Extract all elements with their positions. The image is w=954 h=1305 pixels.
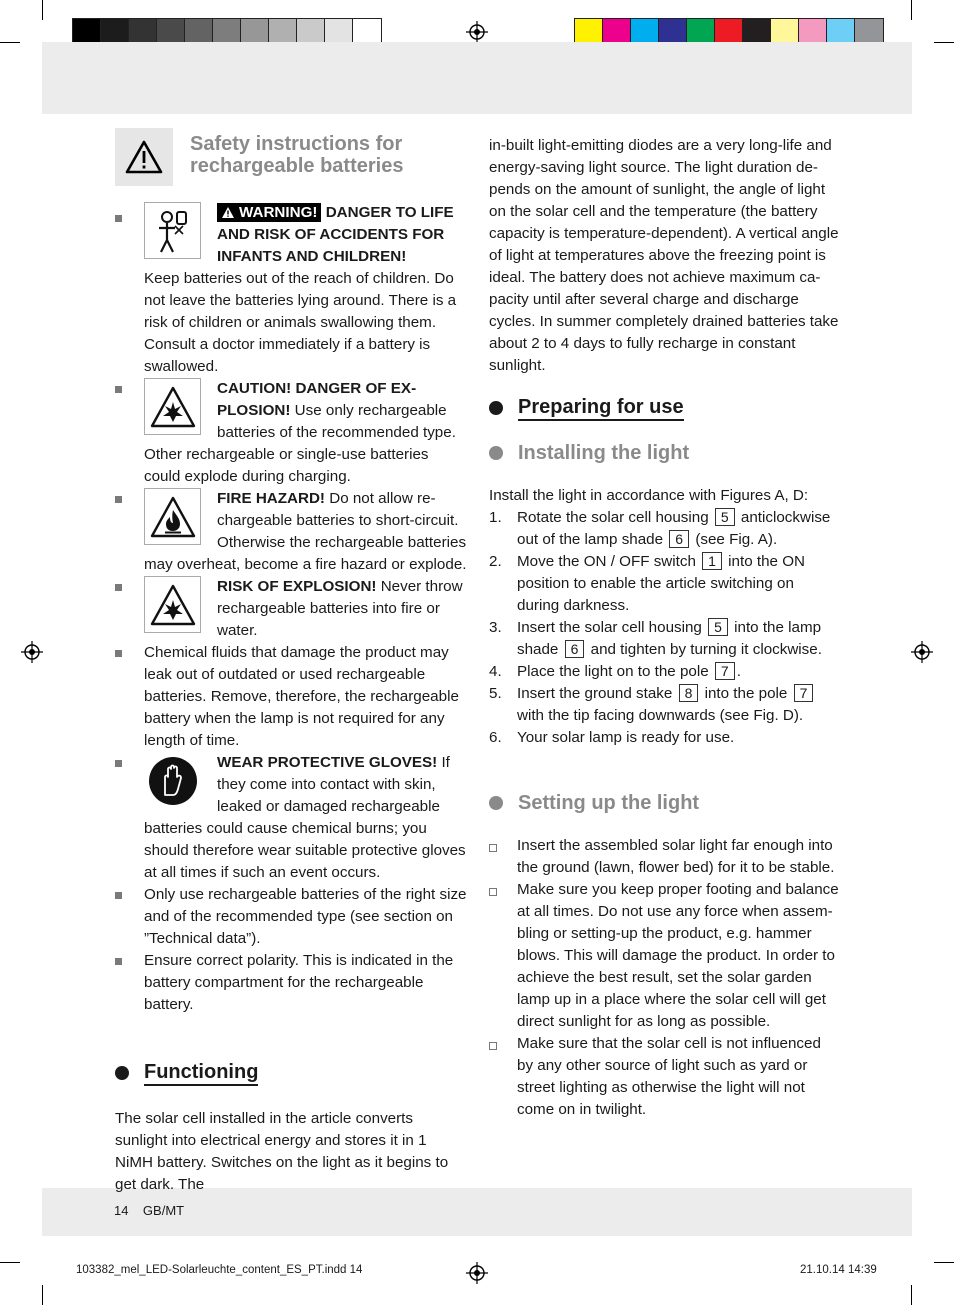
safety-item-explosion: [115, 378, 467, 488]
setting-up-list: [489, 835, 839, 1121]
safety-item-text: Never throw rechargeable batteries into fire or water.: [217, 578, 463, 639]
step-text-part: and tighten by turning it clockwise.: [586, 641, 822, 658]
safety-item-heading: WEAR PROTECTIVE GLOVES!: [217, 754, 438, 771]
installing-intro: Install the light in accordance with Figures A, D:: [489, 487, 809, 504]
safety-item-heading: CAUTION! DANGER OF EX-PLOSION!: [217, 380, 417, 419]
step-text-part: into the lamp shade: [517, 619, 822, 658]
crop-mark: [0, 42, 20, 43]
step-text-part: into the ON position to enable the article switching on during darkness.: [517, 553, 805, 614]
safety-item-heading-text: DANGER TO LIFE AND RISK OF ACCIDENTS FOR INFANTS AND CHILDREN!: [217, 204, 454, 265]
setup-item: [489, 1033, 839, 1121]
left-column: [115, 128, 467, 1196]
child-hazard-icon: [144, 202, 201, 259]
step-row: [489, 727, 839, 749]
step-row: [489, 661, 839, 683]
step-text: [517, 617, 839, 661]
setup-item-text: Insert the assembled solar light far enough into the ground (lawn, flower bed) for it to be stable.: [517, 837, 835, 876]
bullet-dot: [489, 446, 503, 460]
page-number: 14: [114, 1203, 129, 1218]
safety-item-fire: [115, 488, 467, 576]
bullet: [115, 892, 122, 899]
safety-item-text: Do not allow re-chargeable batteries to short-circuit. Otherwise the rechargeable batteries may overheat, become a fire hazard or explode.: [144, 490, 467, 573]
section-heading-preparing: [489, 395, 839, 421]
safety-item-child-danger: [115, 202, 467, 378]
step-number: 2.: [489, 553, 502, 570]
safety-item-gloves: [115, 752, 467, 884]
right-column: [489, 135, 839, 1121]
registration-mark-icon: [911, 641, 933, 663]
part-reference: 8: [679, 684, 699, 702]
safety-item-text: Use only rechargeable batteries of the recommended type. Other rechargeable or single-use batteries could explode during charging.: [144, 402, 456, 485]
safety-item-right-size: [115, 884, 467, 950]
step-number: 6.: [489, 729, 502, 746]
part-reference: 6: [669, 530, 689, 548]
step-text: [517, 551, 839, 617]
bullet: [115, 215, 122, 222]
crop-mark: [911, 0, 912, 20]
part-reference: 7: [715, 662, 735, 680]
safety-item-explosion-risk: [115, 576, 467, 642]
step-row: [489, 617, 839, 661]
section-title: Functioning: [144, 1060, 258, 1086]
gloves-icon: [144, 752, 201, 809]
setup-item-text: Make sure that the solar cell is not influenced by any other source of light such as yard or street lighting as otherwise the light will not come on in twilight.: [517, 1035, 821, 1118]
registration-mark-icon: [21, 641, 43, 663]
step-text-part: Insert the solar cell housing: [517, 619, 707, 636]
crop-mark: [42, 0, 43, 20]
checkbox-bullet-icon: [489, 1042, 497, 1050]
checkbox-bullet-icon: [489, 844, 497, 852]
safety-item-text: Only use rechargeable batteries of the right size and of the recommended type (see section on ”Technical data”).: [144, 886, 467, 947]
safety-title-line: Safety instructions for: [190, 133, 403, 155]
section-heading-installing: [489, 441, 839, 465]
safety-title: [190, 133, 403, 177]
step-text-part: Insert the ground stake: [517, 685, 677, 702]
step-text: [517, 507, 839, 551]
step-text-part: .: [736, 663, 741, 680]
bullet: [115, 584, 122, 591]
step-number: 1.: [489, 509, 502, 526]
step-text: [517, 727, 734, 749]
part-reference: 5: [715, 508, 735, 526]
step-row: [489, 683, 839, 727]
step-text-part: Your solar lamp is ready for use.: [517, 729, 735, 746]
bullet: [115, 386, 122, 393]
bullet-dot: [489, 401, 503, 415]
bullet: [115, 496, 122, 503]
language-code: GB/MT: [142, 1203, 185, 1218]
safety-item-text: Chemical fluids that damage the product may leak out of outdated or used rechargeable batteries. Remove, therefore, the rechargeable battery when the lamp is not required for any length of time.: [144, 644, 459, 749]
functioning-text: The solar cell installed in the article converts sunlight into electrical energy and stores it in 1 NiMH battery. Switches on the light as it begins to get dark. The: [115, 1110, 449, 1193]
bullet: [115, 760, 122, 767]
safety-item-heading: FIRE HAZARD!: [217, 490, 325, 507]
bullet-dot: [115, 1066, 129, 1080]
section-heading-setting-up: [489, 791, 839, 815]
step-row: [489, 551, 839, 617]
fire-warning-icon: [144, 488, 201, 545]
setup-item: [489, 835, 839, 879]
safety-header: [115, 128, 467, 186]
installing-steps: [489, 507, 839, 749]
safety-item-chemical: [115, 642, 467, 752]
safety-title-line: rechargeable batteries: [190, 155, 404, 177]
warning-triangle-icon: [221, 206, 235, 219]
safety-item-heading: RISK OF EXPLOSION!: [217, 578, 377, 595]
crop-mark: [934, 1262, 954, 1263]
crop-mark: [42, 1285, 43, 1305]
step-text: [517, 683, 839, 727]
warning-label-text: WARNING!: [239, 204, 318, 221]
step-text-part: into the pole: [700, 685, 792, 702]
section-title: Setting up the light: [518, 792, 700, 814]
slug-date: 21.10.14 14:39: [800, 1264, 877, 1276]
slug-file: 103382_mel_LED-Solarleuchte_content_ES_PT.indd 14: [76, 1264, 363, 1276]
bullet-dot: [489, 796, 503, 810]
functioning-text-continued: in-built light-emitting diodes are a very long-life and energy-saving light source. The light duration de-pends on the amount of sunlight, the angle of light on the solar cell and the temperature (the battery capacity is temperature-dependent). A vertical angle of light at temperatures above the freezing point is ideal. The battery does not achieve maximum ca-pacity until after several charge and discharge cycles. In summer completely drained batteries take about 2 to 4 days to fully recharge in constant sunlight.: [489, 137, 839, 374]
explosion-warning-icon: [144, 378, 201, 435]
step-text: [517, 661, 741, 683]
step-text-part: with the tip facing downwards (see Fig. D).: [517, 707, 804, 724]
part-reference: 6: [565, 640, 585, 658]
part-reference: 1: [702, 552, 722, 570]
section-title: Preparing for use: [518, 395, 684, 421]
section-title: Installing the light: [518, 442, 690, 464]
checkbox-bullet-icon: [489, 888, 497, 896]
step-text-part: (see Fig. A).: [691, 531, 778, 548]
step-number: 5.: [489, 685, 502, 702]
safety-item-text: If they come into contact with skin, leaked or damaged rechargeable batteries could cause chemical burns; you should therefore wear suitable protective gloves at all times if such an event occurs.: [144, 754, 466, 881]
step-text-part: Move the ON / OFF switch: [517, 553, 701, 570]
bullet: [115, 650, 122, 657]
safety-item-text: Ensure correct polarity. This is indicated in the battery compartment for the rechargeable battery.: [144, 952, 454, 1013]
header-band: [42, 42, 912, 114]
warning-triangle-icon: [115, 128, 173, 186]
page-footer: [114, 1203, 184, 1218]
step-number: 4.: [489, 663, 502, 680]
setup-item: [489, 879, 839, 1033]
bullet: [115, 958, 122, 965]
safety-item-text: Keep batteries out of the reach of children. Do not leave the batteries lying around. There is a risk of children or animals swallowing them. Consult a doctor immediately if a battery is swallowed.: [144, 270, 457, 375]
safety-item-polarity: [115, 950, 467, 1016]
registration-mark-icon: [466, 1262, 488, 1284]
step-text-part: anticlockwise out of the lamp shade: [517, 509, 831, 548]
crop-mark: [0, 1262, 20, 1263]
setup-item-text: Make sure you keep proper footing and balance at all times. Do not use any force when assem-bling or setting-up the product, e.g. hammer blows. This will damage the product. In order to achieve the best result, set the solar garden lamp up in a place where the solar cell will get direct sunlight for as long as possible.: [517, 881, 839, 1030]
step-number: 3.: [489, 619, 502, 636]
registration-mark-icon: [466, 21, 488, 43]
section-heading-functioning: [115, 1060, 467, 1086]
part-reference: 7: [794, 684, 814, 702]
explosion-warning-icon: [144, 576, 201, 633]
warning-label: [217, 203, 321, 222]
step-text-part: Rotate the solar cell housing: [517, 509, 713, 526]
part-reference: 5: [708, 618, 728, 636]
step-row: [489, 507, 839, 551]
crop-mark: [934, 42, 954, 43]
step-text-part: Place the light on to the pole: [517, 663, 713, 680]
crop-mark: [911, 1285, 912, 1305]
